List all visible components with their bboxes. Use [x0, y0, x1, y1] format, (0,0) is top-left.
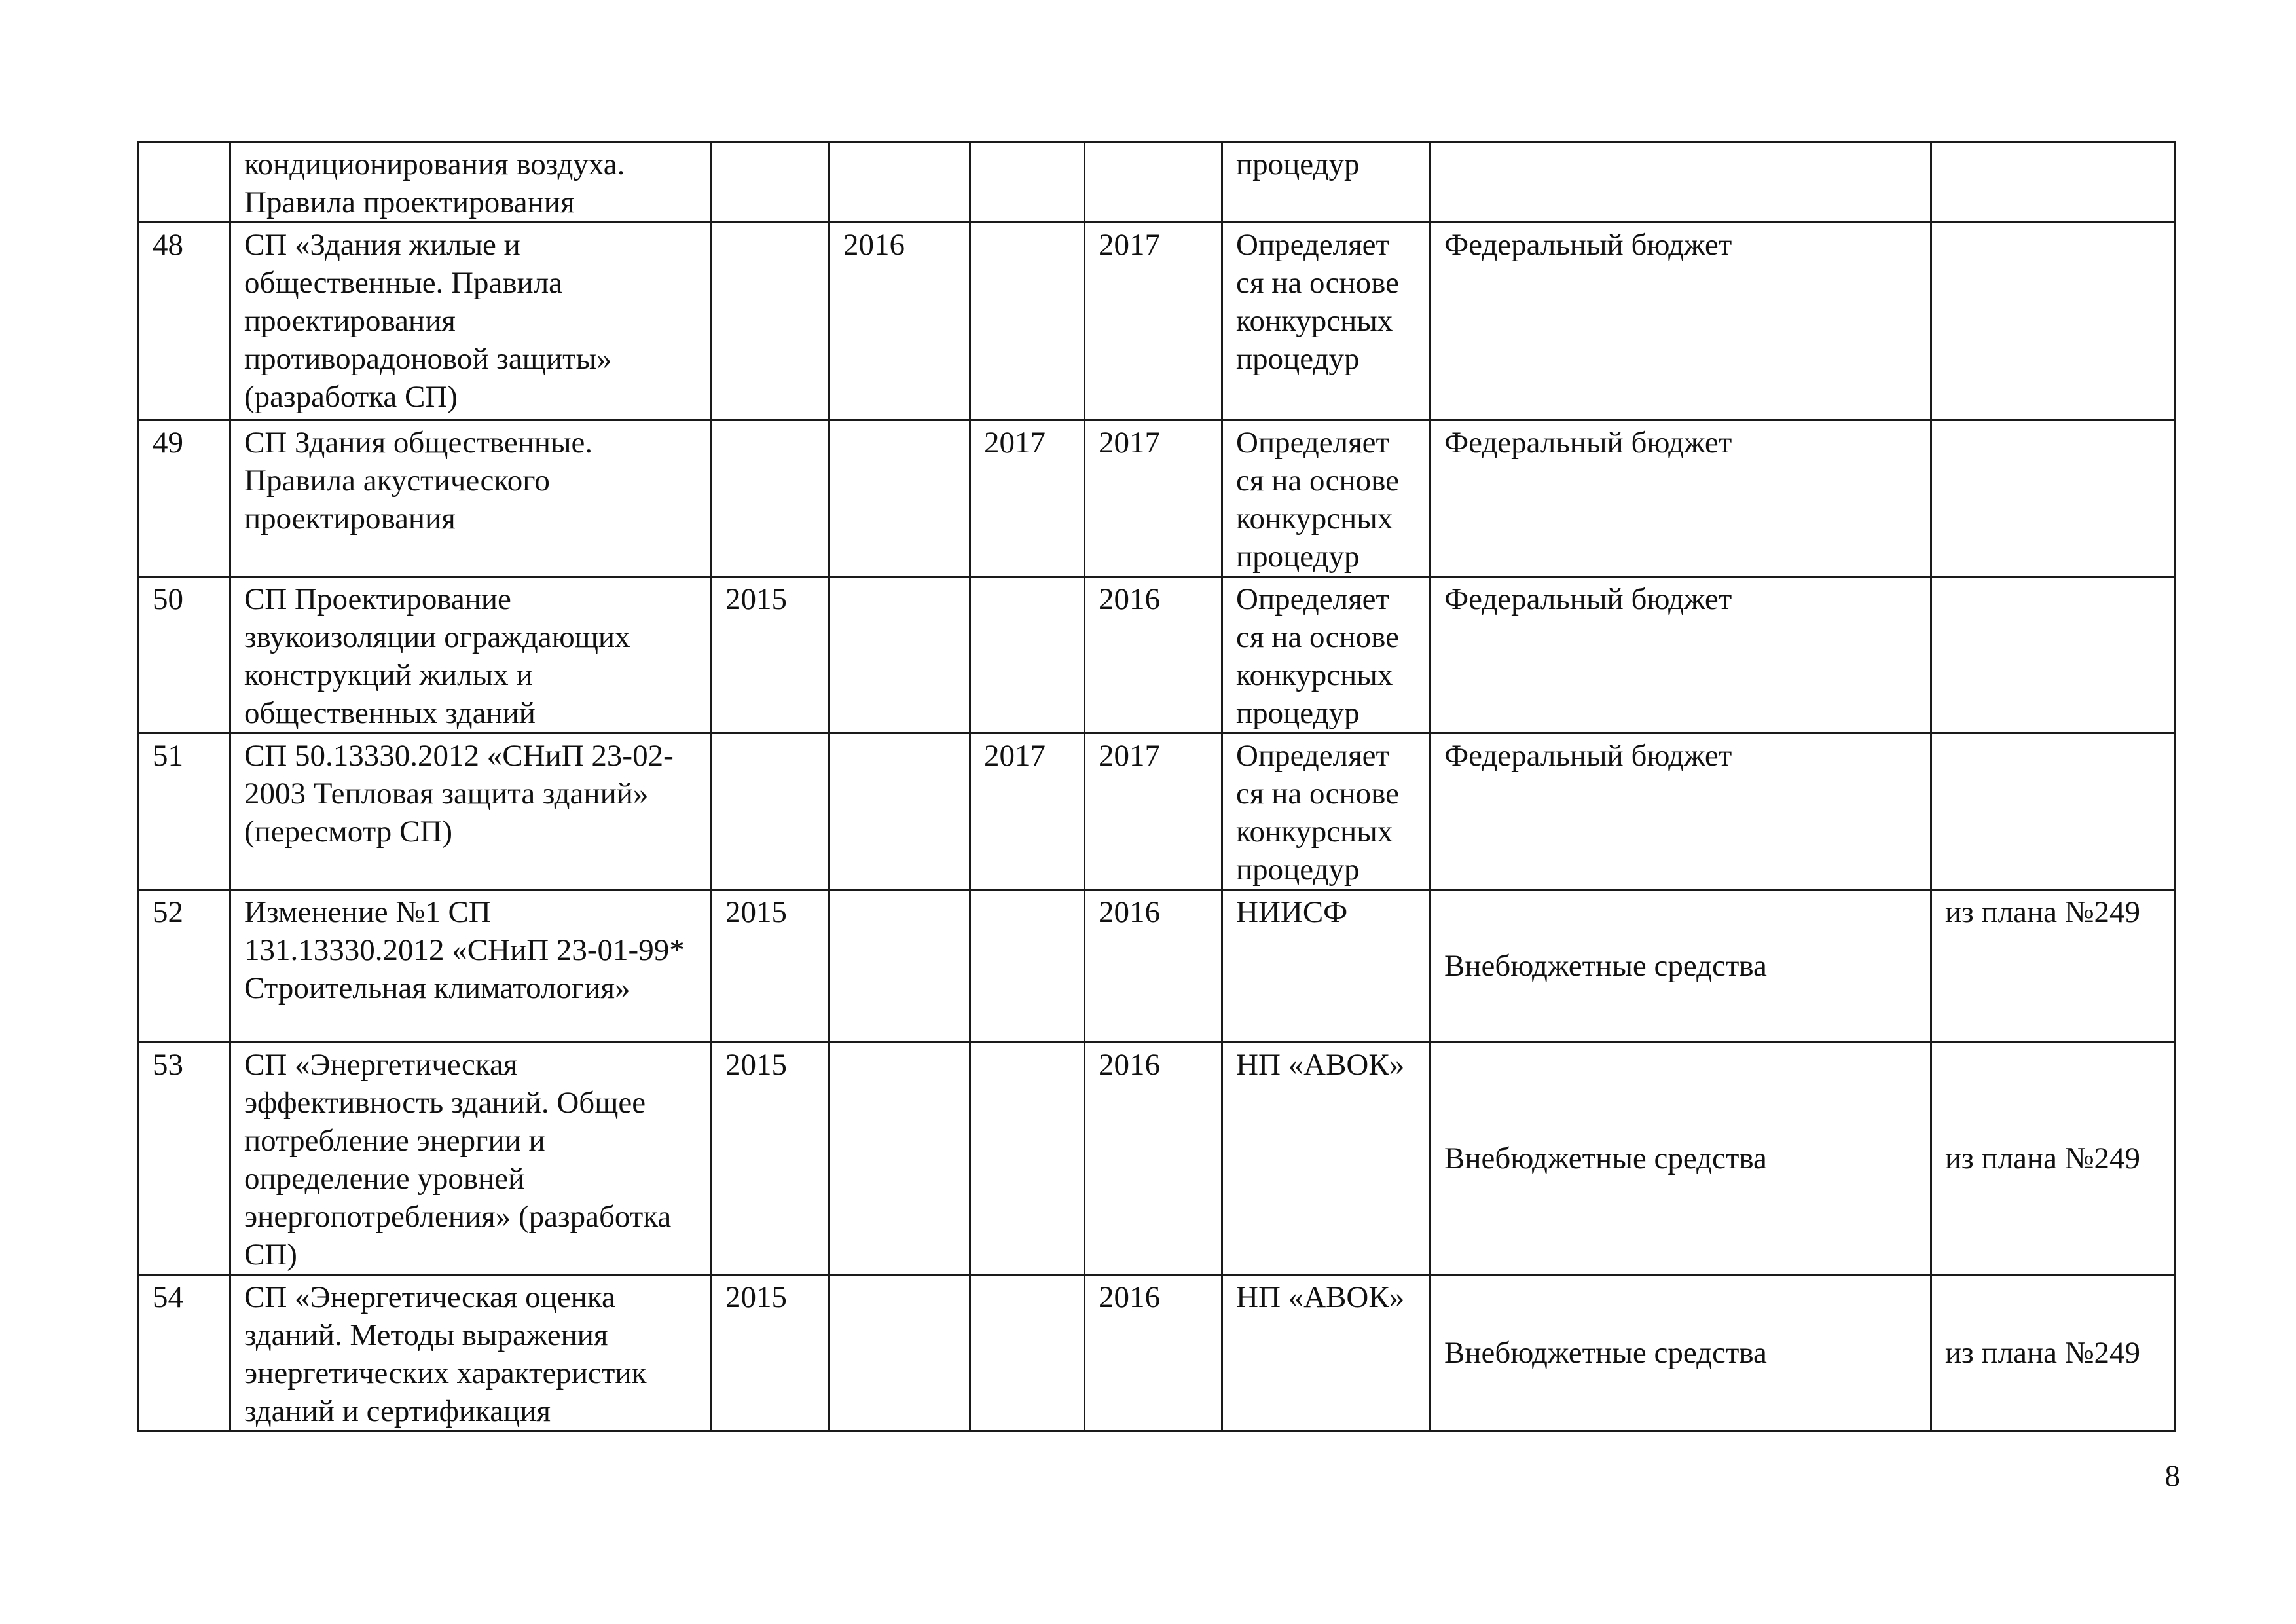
row-number [139, 142, 230, 223]
year-start: 2015 [712, 890, 829, 1043]
row-number: 54 [139, 1275, 230, 1431]
executor: НИИСФ [1222, 890, 1430, 1043]
executor: Определяет ся на основе конкурсных процедур [1222, 733, 1430, 890]
year-start [712, 420, 829, 577]
table-row [139, 577, 2175, 733]
year-end: 2017 [1085, 223, 1222, 420]
year-b: 2017 [970, 420, 1085, 577]
plan-table [137, 141, 2176, 1432]
year-end: 2017 [1085, 733, 1222, 890]
year-end [1085, 142, 1222, 223]
table-row [139, 142, 2175, 223]
year-a [829, 1275, 970, 1431]
note: из плана №249 [1931, 1275, 2175, 1431]
document-name: Изменение №1 СП 131.13330.2012 «СНиП 23-01-99* Строительная климатология» [230, 890, 712, 1043]
year-b [970, 577, 1085, 733]
year-a [829, 890, 970, 1043]
funding-source: Федеральный бюджет [1430, 420, 1931, 577]
document-name: СП Здания общественные. Правила акустического проектирования [230, 420, 712, 577]
year-a [829, 1043, 970, 1275]
year-a: 2016 [829, 223, 970, 420]
funding-source: Внебюджетные средства [1430, 1043, 1931, 1275]
year-end: 2016 [1085, 1275, 1222, 1431]
note [1931, 733, 2175, 890]
year-start: 2015 [712, 1275, 829, 1431]
year-start [712, 223, 829, 420]
year-b [970, 890, 1085, 1043]
document-name: СП 50.13330.2012 «СНиП 23-02-2003 Тепловая защита зданий» (пересмотр СП) [230, 733, 712, 890]
year-b [970, 1275, 1085, 1431]
document-name: СП «Энергетическая оценка зданий. Методы выражения энергетических характеристик зданий и сертификация [230, 1275, 712, 1431]
table-row [139, 733, 2175, 890]
note [1931, 420, 2175, 577]
funding-source: Федеральный бюджет [1430, 733, 1931, 890]
year-b [970, 223, 1085, 420]
year-a [829, 142, 970, 223]
row-number: 48 [139, 223, 230, 420]
note [1931, 577, 2175, 733]
year-end: 2017 [1085, 420, 1222, 577]
executor: НП «АВОК» [1222, 1275, 1430, 1431]
executor: Определяет ся на основе конкурсных процедур [1222, 223, 1430, 420]
year-start [712, 142, 829, 223]
note: из плана №249 [1931, 890, 2175, 1043]
row-number: 53 [139, 1043, 230, 1275]
table-row [139, 420, 2175, 577]
table-row [139, 1043, 2175, 1275]
year-start [712, 733, 829, 890]
funding-source: Внебюджетные средства [1430, 890, 1931, 1043]
document-name: СП «Здания жилые и общественные. Правила проектирования противорадоновой защиты» (разработка СП) [230, 223, 712, 420]
year-start: 2015 [712, 577, 829, 733]
row-number: 51 [139, 733, 230, 890]
page-number: 8 [2164, 1459, 2180, 1493]
year-end: 2016 [1085, 890, 1222, 1043]
year-b [970, 1043, 1085, 1275]
document-name: СП Проектирование звукоизоляции ограждающих конструкций жилых и общественных зданий [230, 577, 712, 733]
year-end: 2016 [1085, 577, 1222, 733]
funding-source: Федеральный бюджет [1430, 223, 1931, 420]
table-row [139, 890, 2175, 1043]
year-b: 2017 [970, 733, 1085, 890]
row-number: 49 [139, 420, 230, 577]
year-b [970, 142, 1085, 223]
year-a [829, 577, 970, 733]
year-start: 2015 [712, 1043, 829, 1275]
row-number: 52 [139, 890, 230, 1043]
funding-source [1430, 142, 1931, 223]
table-row [139, 223, 2175, 420]
funding-source: Внебюджетные средства [1430, 1275, 1931, 1431]
executor: Определяет ся на основе конкурсных процедур [1222, 420, 1430, 577]
funding-source: Федеральный бюджет [1430, 577, 1931, 733]
note: из плана №249 [1931, 1043, 2175, 1275]
year-end: 2016 [1085, 1043, 1222, 1275]
year-a [829, 420, 970, 577]
executor: НП «АВОК» [1222, 1043, 1430, 1275]
executor: Определяет ся на основе конкурсных процедур [1222, 577, 1430, 733]
document-name: кондиционирования воздуха. Правила проектирования [230, 142, 712, 223]
executor: процедур [1222, 142, 1430, 223]
document-name: СП «Энергетическая эффективность зданий. Общее потребление энергии и определение уровней энергопотребления» (разработка СП) [230, 1043, 712, 1275]
note [1931, 223, 2175, 420]
table-row [139, 1275, 2175, 1431]
year-a [829, 733, 970, 890]
row-number: 50 [139, 577, 230, 733]
note [1931, 142, 2175, 223]
